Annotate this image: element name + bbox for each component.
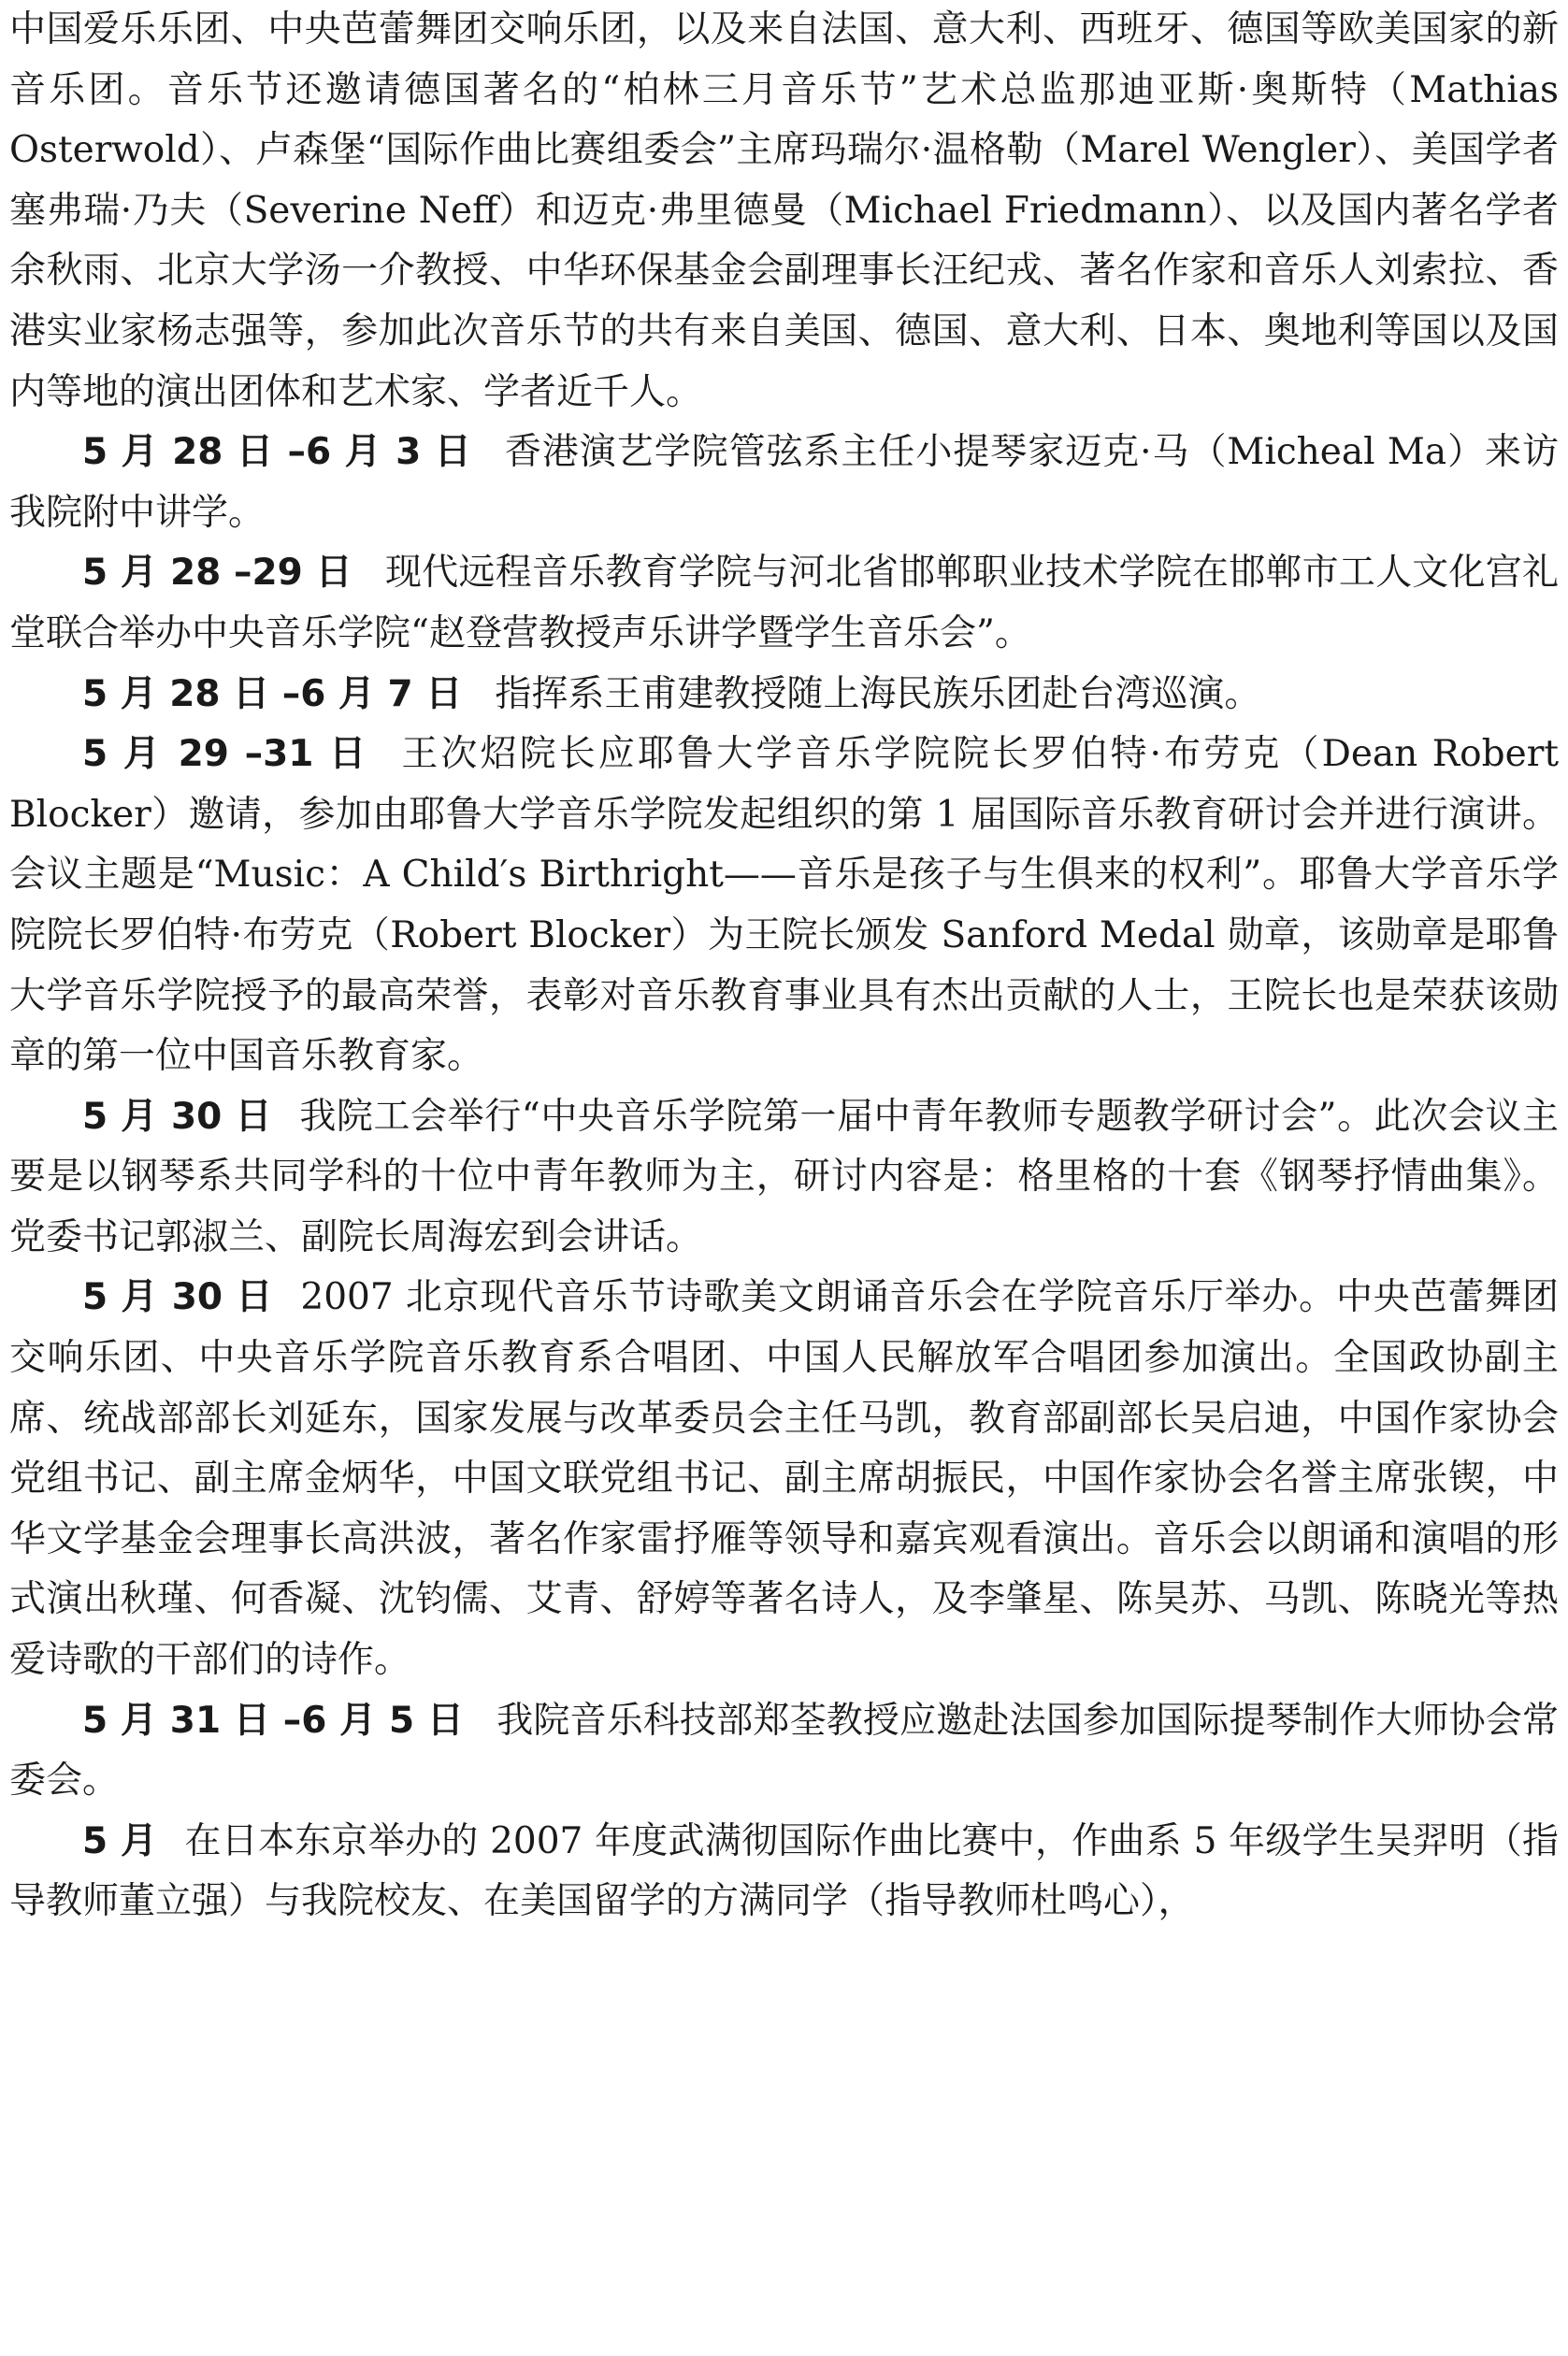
entry-date: 5 月 31 日 –6 月 5 日 bbox=[82, 1699, 465, 1742]
entry-text: 我院音乐科技部郑荃教授应邀赴法国参加国际提琴制作大师协会常委会。 bbox=[9, 1699, 1559, 1803]
entry-text: 我院工会举行“中央音乐学院第一届中青年教师专题教学研讨会”。此次会议主要是以钢琴系共同学科的十位中青年教师为主，研讨内容是：格里格的十套《钢琴抒情曲集》。党委书记郭淑兰、副院长周海宏到会讲话。 bbox=[9, 1095, 1559, 1258]
entry-4 bbox=[9, 1087, 1559, 1269]
entry-date: 5 月 30 日 bbox=[82, 1276, 274, 1319]
entry-2 bbox=[9, 665, 1559, 725]
entry-date: 5 月 bbox=[82, 1819, 158, 1862]
entry-text: 在日本东京举办的 2007 年度武满彻国际作曲比赛中，作曲系 5 年级学生吴羿明（指导教师董立强）与我院校友、在美国留学的方满同学（指导教师杜鸣心）， bbox=[9, 1819, 1560, 1923]
entry-date: 5 月 28 日 –6 月 3 日 bbox=[82, 431, 472, 474]
document-page bbox=[9, 0, 1559, 1932]
entry-text: 指挥系王甫建教授随上海民族乐团赴台湾巡演。 bbox=[495, 672, 1261, 715]
entry-date: 5 月 28 日 –6 月 7 日 bbox=[82, 672, 463, 715]
entry-date: 5 月 30 日 bbox=[82, 1095, 273, 1138]
entry-date: 5 月 28 –29 日 bbox=[82, 552, 352, 595]
entry-0 bbox=[9, 423, 1559, 543]
entry-text: 现代远程音乐教育学院与河北省邯郸职业技术学院在邯郸市工人文化宫礼堂联合举办中央音乐学院“赵登营教授声乐讲学暨学生音乐会”。 bbox=[9, 552, 1559, 654]
entry-3 bbox=[9, 725, 1559, 1087]
entry-date: 5 月 29 –31 日 bbox=[82, 733, 369, 776]
entry-1 bbox=[9, 543, 1559, 664]
entry-text: 王次炤院长应耶鲁大学音乐学院院长罗伯特·布劳克（Dean Robert Blocker）邀请，参加由耶鲁大学音乐学院发起组织的第 1 届国际音乐教育研讨会并进行演讲。会议主题是“Music：A Child′s Birthright——音乐是孩子与生俱来的权利”。耶鲁大学音乐学院院长罗伯特·布劳克（Robert Blocker）为王院长颁发 Sanford Medal 勋章，该勋章是耶鲁大学音乐学院授予的最高荣誉，表彰对音乐教育事业具有杰出贡献的人士，王院长也是荣获该勋章的第一位中国音乐教育家。 bbox=[9, 733, 1560, 1078]
entry-5 bbox=[9, 1268, 1559, 1690]
entry-7 bbox=[9, 1812, 1559, 1932]
entry-text: 香港演艺学院管弦系主任小提琴家迈克·马（Micheal Ma）来访我院附中讲学。 bbox=[9, 431, 1559, 534]
continuation-paragraph: 中国爱乐乐团、中央芭蕾舞团交响乐团，以及来自法国、意大利、西班牙、德国等欧美国家的新音乐团。音乐节还邀请德国著名的“柏林三月音乐节”艺术总监那迪亚斯·奥斯特（Mathias Osterwold）、卢森堡“国际作曲比赛组委会”主席玛瑞尔·温格勒（Marel Wengler）、美国学者塞弗瑞·乃夫（Severine Neff）和迈克·弗里德曼（Michael Friedmann）、以及国内著名学者余秋雨、北京大学汤一介教授、中华环保基金会副理事长汪纪戎、著名作家和音乐人刘索拉、香港实业家杨志强等，参加此次音乐节的共有来自美国、德国、意大利、日本、奥地利等国以及国内等地的演出团体和艺术家、学者近千人。 bbox=[9, 8, 1559, 413]
entry-text: 2007 北京现代音乐节诗歌美文朗诵音乐会在学院音乐厅举办。中央芭蕾舞团交响乐团、中央音乐学院音乐教育系合唱团、中国人民解放军合唱团参加演出。全国政协副主席、统战部部长刘延东，国家发展与改革委员会主任马凯，教育部副部长吴启迪，中国作家协会党组书记、副主席金炳华，中国文联党组书记、副主席胡振民，中国作家协会名誉主席张锲，中华文学基金会理事长高洪波，著名作家雷抒雁等领导和嘉宾观看演出。音乐会以朗诵和演唱的形式演出秋瑾、何香凝、沈钧儒、艾青、舒婷等著名诗人，及李肇星、陈昊苏、马凯、陈晓光等热爱诗歌的干部们的诗作。 bbox=[9, 1276, 1559, 1682]
entry-6 bbox=[9, 1691, 1559, 1812]
